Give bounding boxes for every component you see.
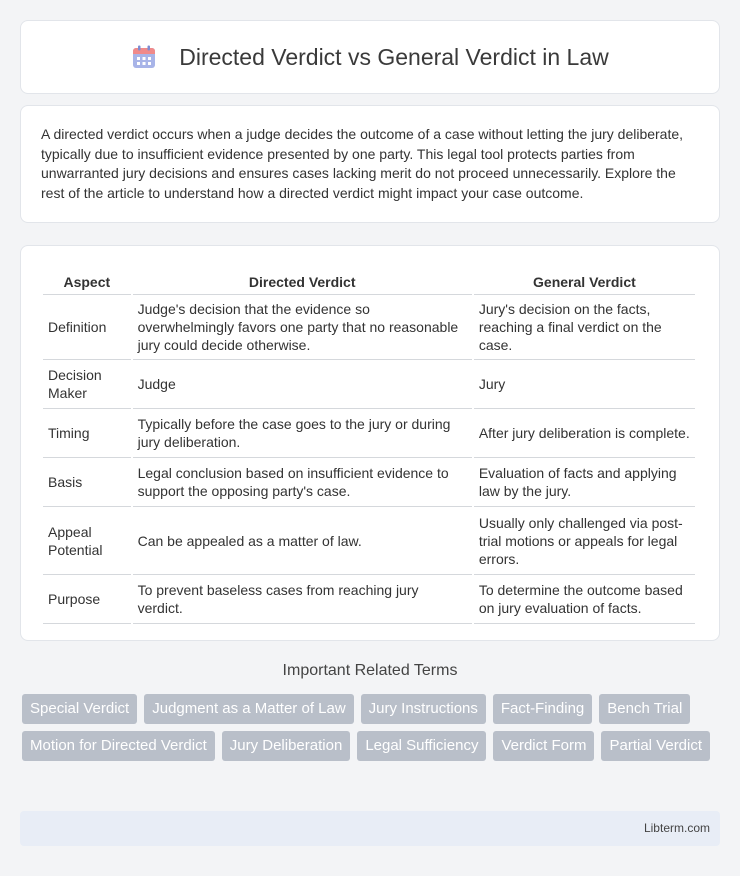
row-aspect: Timing <box>43 409 131 458</box>
row-general: Jury's decision on the facts, reaching a final verdict on the case. <box>474 295 695 360</box>
comparison-card <box>20 245 720 641</box>
footer-site-link[interactable]: Libterm.com <box>643 821 710 835</box>
table-row <box>43 409 695 458</box>
row-directed: To prevent baseless cases from reaching jury verdict. <box>133 575 472 624</box>
intro-text: A directed verdict occurs when a judge decides the outcome of a case without letting the jury deliberate, typically due to insufficient evidence presented by one party. This legal tool protects parties from unwarranted jury decisions and ensures cases lacking merit do not proceed unnecessarily. Explore the rest of the article to understand how a directed verdict might impact your case outcome. <box>41 126 684 201</box>
header-aspect: Aspect <box>43 265 131 295</box>
footer <box>20 811 720 846</box>
related-term-tag[interactable]: Bench Trial <box>599 694 690 724</box>
row-general: Usually only challenged via post-trial motions or appeals for legal errors. <box>474 507 695 575</box>
header-directed-verdict: Directed Verdict <box>133 265 472 295</box>
table-row <box>43 575 695 624</box>
comparison-table <box>41 265 697 624</box>
related-term-tag[interactable]: Legal Sufficiency <box>357 731 486 761</box>
row-general: After jury deliberation is complete. <box>474 409 695 458</box>
related-term-tag[interactable]: Partial Verdict <box>601 731 710 761</box>
row-general: To determine the outcome based on jury evaluation of facts. <box>474 575 695 624</box>
table-row <box>43 458 695 507</box>
title-card <box>20 20 720 94</box>
row-aspect: Appeal Potential <box>43 507 131 575</box>
row-general: Evaluation of facts and applying law by the jury. <box>474 458 695 507</box>
header-general-verdict: General Verdict <box>474 265 695 295</box>
related-term-tag[interactable]: Judgment as a Matter of Law <box>144 694 353 724</box>
related-term-tag[interactable]: Motion for Directed Verdict <box>22 731 215 761</box>
calendar-icon <box>131 44 157 70</box>
row-directed: Can be appealed as a matter of law. <box>133 507 472 575</box>
row-directed: Typically before the case goes to the jury or during jury deliberation. <box>133 409 472 458</box>
intro-card <box>20 105 720 223</box>
row-aspect: Definition <box>43 295 131 360</box>
related-terms-title: Important Related Terms <box>282 662 458 679</box>
related-term-tag[interactable]: Jury Instructions <box>361 694 486 724</box>
table-row <box>43 507 695 575</box>
page-title: Directed Verdict vs General Verdict in Law <box>179 43 609 70</box>
row-directed: Legal conclusion based on insufficient evidence to support the opposing party's case. <box>133 458 472 507</box>
related-term-tag[interactable]: Verdict Form <box>493 731 594 761</box>
table-header-row <box>43 265 695 295</box>
related-term-tag[interactable]: Special Verdict <box>22 694 137 724</box>
row-general: Jury <box>474 360 695 409</box>
related-terms-list <box>22 694 722 768</box>
row-directed: Judge's decision that the evidence so overwhelmingly favors one party that no reasonable jury could decide otherwise. <box>133 295 472 360</box>
related-term-tag[interactable]: Jury Deliberation <box>222 731 351 761</box>
table-row <box>43 360 695 409</box>
row-directed: Judge <box>133 360 472 409</box>
row-aspect: Decision Maker <box>43 360 131 409</box>
row-aspect: Basis <box>43 458 131 507</box>
table-row <box>43 295 695 360</box>
related-term-tag[interactable]: Fact-Finding <box>493 694 592 724</box>
row-aspect: Purpose <box>43 575 131 624</box>
